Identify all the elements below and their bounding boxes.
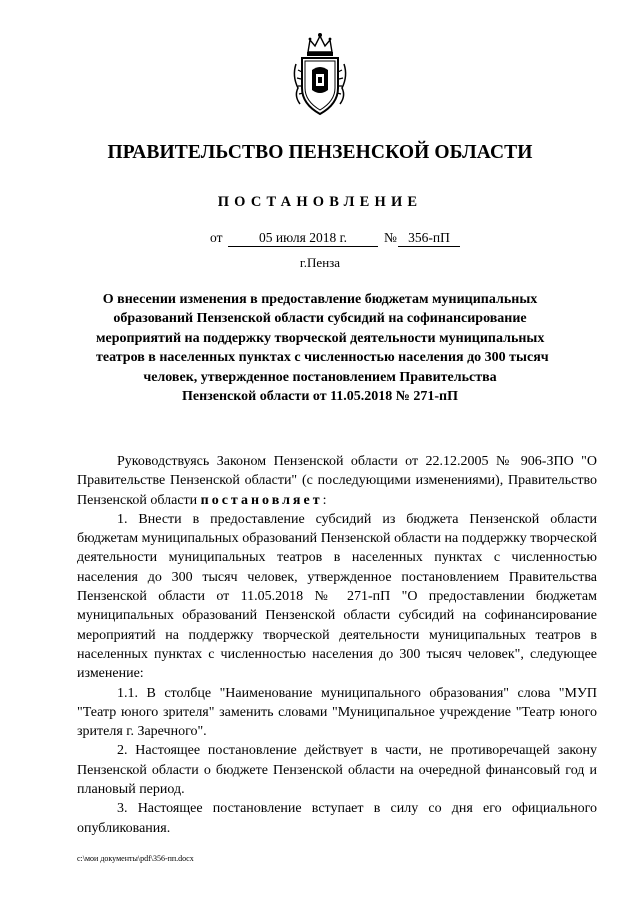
title-line: человек, утвержденное постановлением Правительства: [143, 369, 497, 385]
title-line: мероприятий на поддержку творческой деятельности муниципальных: [96, 330, 545, 346]
document-body: [77, 452, 597, 838]
intro-paragraph: [77, 452, 597, 510]
city: г.Пенза: [299, 255, 341, 270]
organization-name: ПРАВИТЕЛЬСТВО ПЕНЗЕНСКОЙ ОБЛАСТИ: [107, 142, 533, 163]
document-title: [96, 290, 549, 406]
item-1: 1. Внести в предоставление субсидий из бюджета Пензенской области бюджетам муниципальных образований Пензенской области на поддержку творческой деятельности муниципальных театров в населенных пунктах с численностью населения до 300 тысяч человек, утвержденное постановлением Правительства Пензенской области от 11.05.2018 № 271-пП "О предоставлении бюджетам муниципальных образований Пензенской области субсидий на софинансирование мероприятий на поддержку творческой деятельности муниципальных театров в населенных пунктах с численностью населения до 300 тысяч человек", следующее изменение:: [77, 511, 597, 682]
title-line: О внесении изменения в предоставление бюджетам муниципальных: [102, 292, 538, 307]
resolves-colon: :: [322, 492, 327, 508]
date-number-line: [0, 230, 640, 250]
number-prefix: №: [384, 230, 397, 245]
intro-text: Руководствуясь Законом Пензенской области от 22.12.2005 № 906-ЗПО "О Правительстве Пензенской области" (с последующими изменениями), Правительство Пензенской области: [77, 454, 597, 508]
document-date: 05 июля 2018 г.: [228, 230, 378, 247]
item-2: 2. Настоящее постановление действует в части, не противоречащей закону Пензенской области о бюджете Пензенской области на очередной финансовый год и плановый период.: [77, 743, 597, 798]
file-path: c:\мои документы\pdf\356-пп.docx: [77, 854, 194, 863]
document-type: ПОСТАНОВЛЕНИЕ: [217, 194, 423, 210]
title-line: Пензенской области от 11.05.2018 № 271-пП: [181, 389, 458, 405]
item-3: 3. Настоящее постановление вступает в силу со дня его официального опубликования.: [77, 801, 597, 836]
document-number: 356-пП: [398, 230, 460, 247]
title-line: образований Пензенской области субсидий на софинансирование: [113, 311, 527, 327]
coat-of-arms-icon: [290, 30, 350, 120]
title-line: театров в населенных пунктах с численностью населения до 300 тысяч: [96, 350, 549, 366]
resolves-word: постановляет: [200, 492, 323, 508]
item-1-1: 1.1. В столбце "Наименование муниципального образования" слова "МУП "Театр юного зрителя" заменить словами "Муниципальное учреждение "Театр юного зрителя г. Заречного".: [77, 685, 597, 740]
date-prefix: от: [210, 230, 223, 245]
